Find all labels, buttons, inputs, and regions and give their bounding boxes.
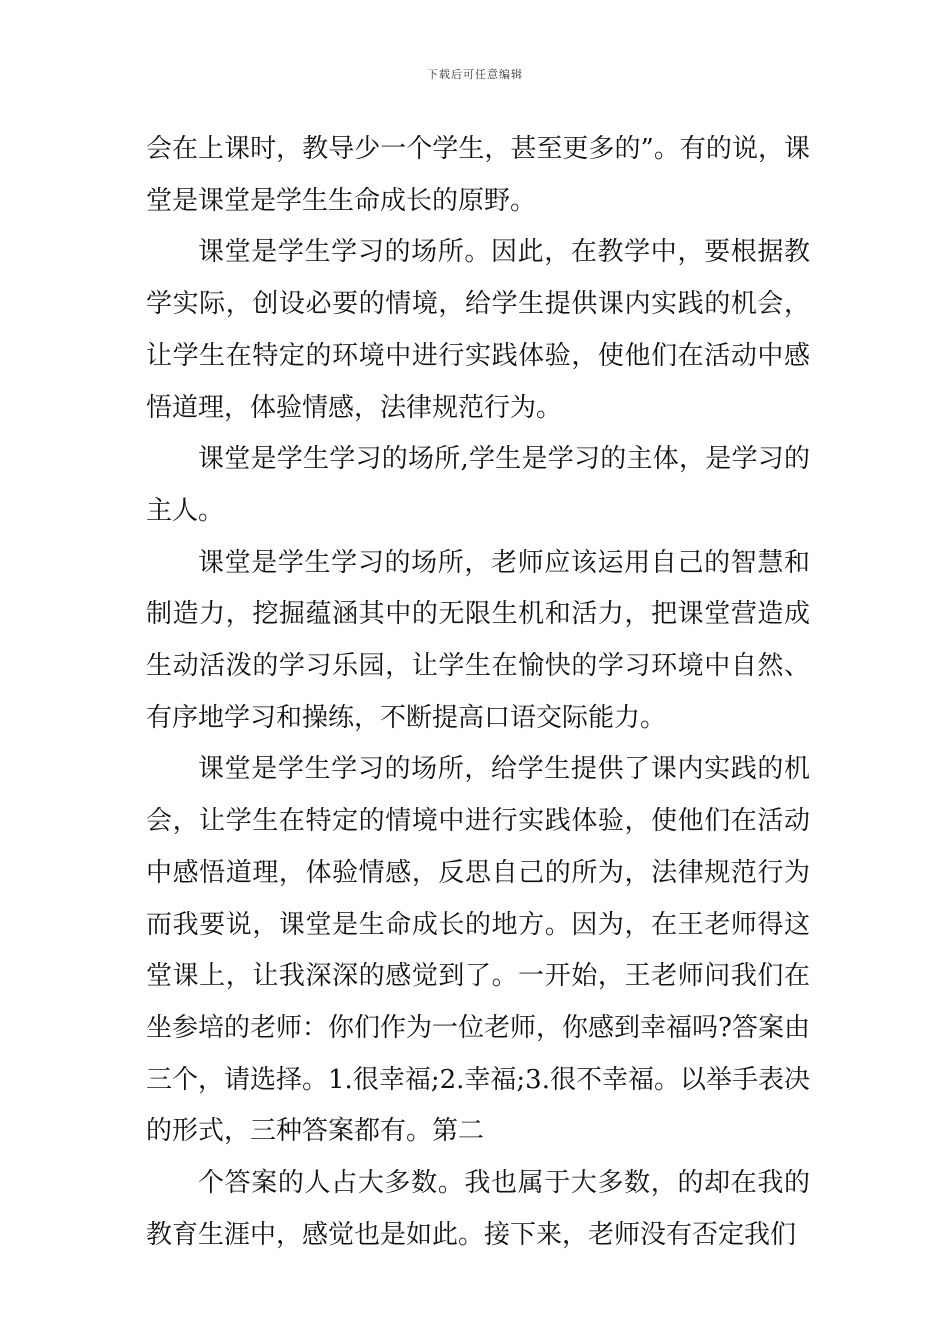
paragraph: 个答案的人占大多数。我也属于大多数，的却在我的教育生涯中，感觉也是如此。接下来，老师没有否定我们 <box>146 1168 810 1250</box>
paragraph: 课堂是学生学习的场所。因此，在教学中，要根据教学实际，创设必要的情境，给学生提供课内实践的机会，让学生在特定的环境中进行实践体验，使他们在活动中感悟道理，体验情感，法律规范行为。 <box>146 237 810 423</box>
paragraph: 课堂是学生学习的场所，给学生提供了课内实践的机会，让学生在特定的情境中进行实践体验，使他们在活动中感悟道理，体验情感，反思自己的所为，法律规范行为而我要说，课堂是生命成长的地方。因为，在王老师得这堂课上，让我深深的感觉到了。一开始，王老师问我们在坐参培的老师：你们作为一位老师，你感到幸福吗?答案由三个，请选择。1.很幸福;2.幸福;3.很不幸福。以举手表决的形式，三种答案都有。第二 <box>146 754 810 1147</box>
paragraph: 课堂是学生学习的场所,学生是学习的主体，是学习的主人。 <box>146 444 810 526</box>
paragraph: 课堂是学生学习的场所，老师应该运用自己的智慧和制造力，挖掘蕴涵其中的无限生机和活力，把课堂营造成生动活泼的学习乐园，让学生在愉快的学习环境中自然、有序地学习和操练，不断提高口语交际能力。 <box>146 547 810 733</box>
document-body <box>146 124 810 1261</box>
paragraph-continuation: 会在上课时，教导少一个学生，甚至更多的”。有的说，课堂是课堂是学生生命成长的原野。 <box>146 134 810 216</box>
page-header: 下载后可任意编辑 <box>427 68 523 81</box>
